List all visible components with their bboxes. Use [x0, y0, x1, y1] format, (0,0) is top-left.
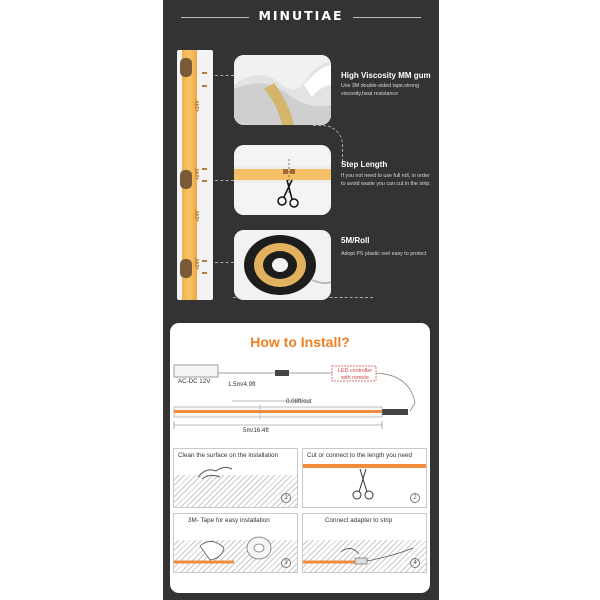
step-4-number: 4: [410, 558, 420, 568]
brand-title: MINUTIAE: [258, 8, 344, 23]
step-3-label: 3M- Tape for easy installation: [188, 517, 270, 524]
cut-strip-illustration: [234, 145, 331, 215]
connector-line: [215, 262, 234, 263]
scissors-icon: [348, 467, 378, 502]
step-4-label: Connect adapter to strip: [325, 517, 393, 524]
strip-length-label: 5m/16.4ft: [243, 427, 269, 434]
solder-pad: [180, 170, 192, 189]
tape-illustration: [234, 55, 331, 125]
feature-desc-adhesive: Use 3M double-sided tape,strong viscosity,heat resistance: [341, 83, 420, 97]
led-strip-closeup: [177, 50, 213, 300]
step-connect-adapter: [302, 513, 427, 573]
step-2-number: 2: [410, 493, 420, 503]
adapter-connection-illustration: [303, 526, 427, 573]
adhesive-tape-image: [234, 55, 331, 125]
install-card: [170, 323, 430, 593]
feature-desc-step: If you not need to use full roll, in order to avoid waste you can cut in the strip.: [341, 173, 431, 187]
feature-title-roll: 5M/Roll: [341, 236, 370, 245]
connector-line: [215, 75, 234, 76]
cut-length-label: 0.08ft/cut: [286, 398, 312, 405]
hand-wipe-icon: [196, 463, 236, 483]
voltage-marking: +24V: [195, 258, 201, 270]
step-length-image: [234, 145, 331, 215]
step-cut-strip: [302, 448, 427, 508]
step-clean-surface: [173, 448, 298, 508]
cut-mark: [202, 72, 207, 74]
step-1-label: Clean the surface on the installation: [178, 452, 279, 459]
voltage-marking: +24V: [195, 100, 201, 112]
cable-length-label: 1.5m/4.9ft: [228, 381, 256, 388]
step-2-label: Cut or connect to the length you need: [307, 452, 413, 459]
cut-mark: [202, 168, 207, 170]
cut-mark: [202, 272, 207, 274]
solder-pad: [180, 259, 192, 278]
step-3m-tape: [173, 513, 298, 573]
solder-pad: [180, 58, 192, 77]
controller-label: LED controller with remote: [337, 368, 373, 381]
tape-application-illustration: [174, 526, 298, 573]
feature-title-step: Step Length: [341, 160, 388, 169]
step-3-number: 3: [281, 558, 291, 568]
install-title: How to Install?: [250, 334, 350, 350]
feature-title-adhesive: High Viscosity MM gum: [341, 71, 431, 80]
cut-mark: [202, 260, 207, 262]
feature-desc-roll: Adopt PS plastic reel easy to protect: [341, 251, 427, 257]
cut-mark: [202, 180, 207, 182]
adapter-label: AC-DC 12V: [178, 378, 211, 385]
cut-mark: [202, 85, 207, 87]
reel-image: [234, 230, 331, 300]
reel-illustration: [234, 230, 331, 300]
connector-line: [215, 180, 234, 181]
voltage-marking: +24V: [195, 168, 201, 180]
voltage-marking: +24V: [195, 210, 201, 222]
brand-header: [163, 0, 439, 34]
step-1-number: 1: [281, 493, 291, 503]
